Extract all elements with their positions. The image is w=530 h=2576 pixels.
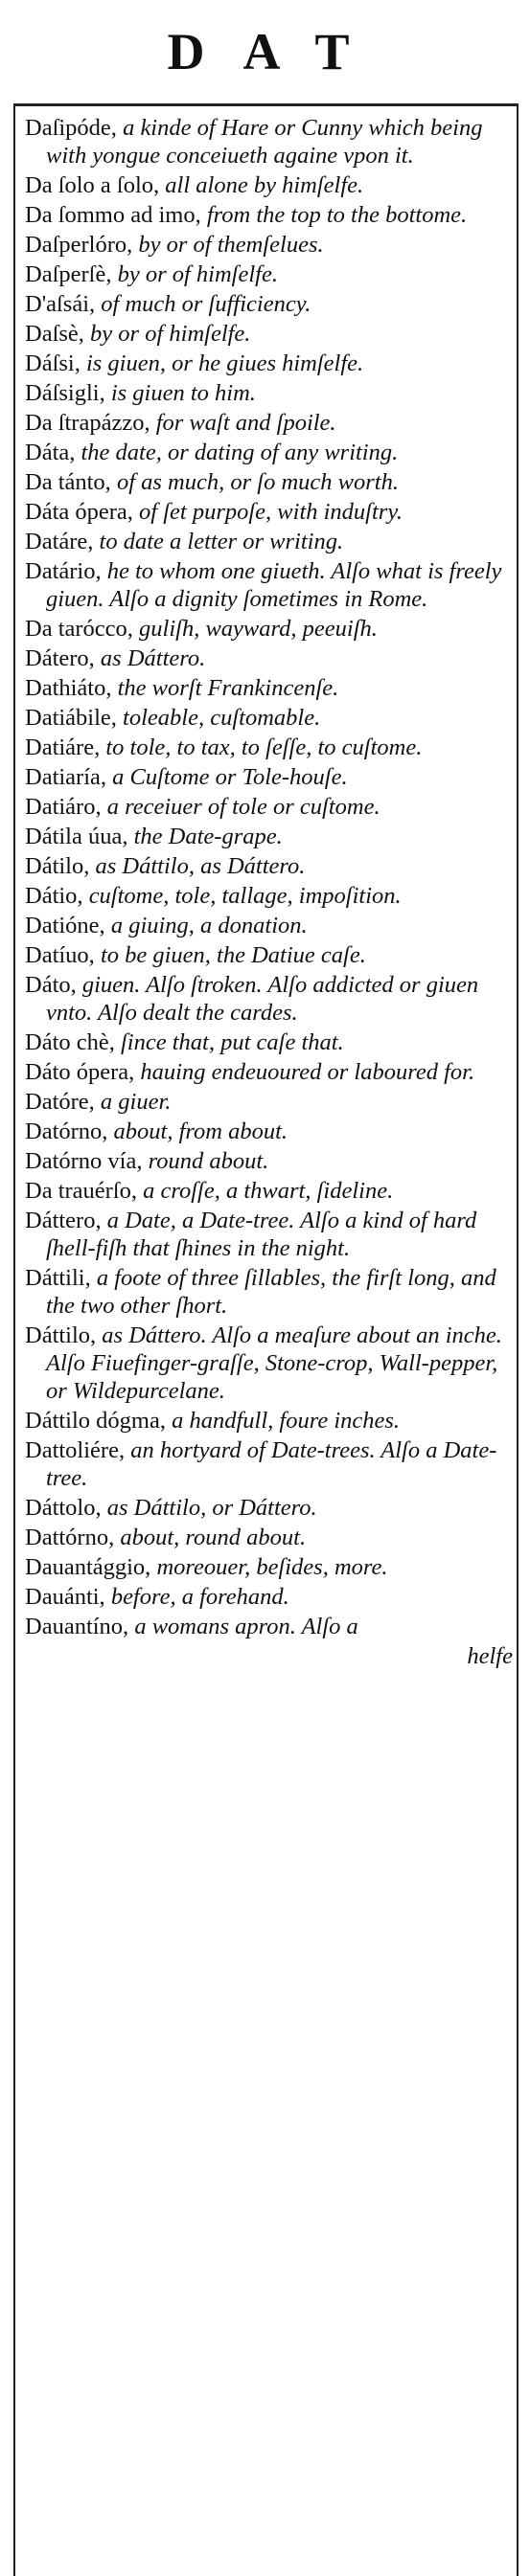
dictionary-entry	[25, 1177, 511, 1205]
dictionary-entry	[25, 1553, 511, 1581]
entry-headword: Dattoliére,	[25, 1437, 126, 1463]
dictionary-entry	[25, 201, 511, 229]
dictionary-entry	[25, 498, 511, 526]
entry-headword: Dáttilo dógma,	[25, 1408, 166, 1434]
dictionary-entry	[25, 231, 511, 259]
entry-definition: as Dáttero.	[100, 645, 206, 671]
entry-definition: by or of themſelues.	[138, 232, 324, 258]
dictionary-entry	[25, 260, 511, 288]
entry-headword: Dauantággio,	[25, 1554, 151, 1580]
dictionary-entry	[25, 528, 511, 555]
entry-headword: Da ſtrapázzo,	[25, 410, 150, 436]
entry-definition: is giuen, or he giues himſelfe.	[85, 350, 364, 376]
dictionary-entry	[25, 468, 511, 496]
dictionary-entry	[25, 615, 511, 643]
entry-headword: Dathiáto,	[25, 675, 112, 701]
entry-headword: Daſperlóro,	[25, 232, 133, 258]
dictionary-entry	[25, 704, 511, 732]
entry-headword: Datóre,	[25, 1089, 95, 1115]
dictionary-entry	[25, 793, 511, 821]
dictionary-entry	[25, 114, 511, 169]
dictionary-entry	[25, 763, 511, 791]
entry-headword: Datórno vía,	[25, 1148, 143, 1174]
entry-definition: ſince that, put caſe that.	[121, 1029, 344, 1055]
entry-headword: D'aſsái,	[25, 291, 96, 317]
entry-headword: Dáttilo,	[25, 1322, 97, 1348]
entry-headword: Datiáre,	[25, 734, 101, 760]
dictionary-entry	[25, 644, 511, 672]
dictionary-entry	[25, 290, 511, 318]
entry-headword: Datiáro,	[25, 794, 102, 820]
entry-definition: an hortyard of Date-trees. Alſo a Date-tree.	[46, 1437, 497, 1491]
entry-headword: Dáto ópera,	[25, 1059, 135, 1085]
entry-definition: about, round about.	[120, 1525, 307, 1550]
entry-definition: a receiuer of tole or cuſtome.	[106, 794, 380, 820]
entry-definition: about, from about.	[113, 1119, 288, 1144]
entry-headword: Daſipóde,	[25, 115, 117, 141]
dictionary-entry	[25, 1028, 511, 1056]
entry-headword: Dátero,	[25, 645, 95, 671]
dictionary-entry	[25, 439, 511, 466]
entry-headword: Datióne,	[25, 913, 105, 938]
entry-definition: as Dáttilo, as Dáttero.	[95, 853, 306, 879]
entry-headword: Datiaría,	[25, 764, 107, 790]
entry-headword: Datáre,	[25, 529, 94, 554]
entry-headword: Dáto chè,	[25, 1029, 115, 1055]
entry-definition: a foote of three ſillables, the firſt long, and the two other ſhort.	[46, 1265, 496, 1319]
entry-headword: Da tánto,	[25, 469, 111, 495]
entry-headword: Datíuo,	[25, 942, 95, 968]
entry-definition: cuſtome, tole, tallage, impoſition.	[88, 883, 402, 909]
dictionary-entry	[25, 1088, 511, 1116]
dictionary-entry	[25, 912, 511, 939]
entry-definition: to date a letter or writing.	[99, 529, 344, 554]
entry-definition: a kinde of Hare or Cunny which being with yongue conceiueth againe vpon it.	[46, 115, 483, 169]
entry-definition: the worſt Frankincenſe.	[117, 675, 339, 701]
entry-headword: Dátio,	[25, 883, 83, 909]
entry-definition: for waſt and ſpoile.	[155, 410, 336, 436]
dictionary-entry	[25, 557, 511, 613]
dictionary-entry	[25, 823, 511, 850]
page-header: DAT	[167, 23, 388, 80]
entry-definition: as Dáttilo, or Dáttero.	[106, 1495, 317, 1521]
entry-definition: round about.	[148, 1148, 269, 1174]
dictionary-entry	[25, 1322, 511, 1405]
dictionary-entry	[25, 852, 511, 880]
dictionary-entry	[25, 1436, 511, 1492]
entry-headword: Datário,	[25, 558, 102, 584]
entry-headword: Dáta ópera,	[25, 499, 133, 525]
entry-definition: toleable, cuſtomable.	[123, 705, 321, 731]
entry-headword: Dattórno,	[25, 1525, 115, 1550]
entry-definition: moreouer, beſides, more.	[156, 1554, 388, 1580]
dictionary-entry	[25, 1494, 511, 1522]
entry-headword: Dátila úua,	[25, 824, 128, 849]
entry-definition: from the top to the bottome.	[206, 202, 468, 228]
dictionary-entry	[25, 350, 511, 377]
entry-headword: Da tarócco,	[25, 616, 133, 642]
entry-headword: Dáto,	[25, 972, 77, 998]
dictionary-entry	[25, 320, 511, 348]
entry-definition: all alone by himſelfe.	[165, 172, 364, 198]
entry-headword: Daſsè,	[25, 321, 84, 347]
entry-headword: Da trauérſo,	[25, 1178, 137, 1204]
entry-definition: before, a forehand.	[110, 1584, 289, 1610]
entry-definition: the date, or dating of any writing.	[81, 440, 399, 465]
entry-definition: a Cuſtome or Tole-houſe.	[112, 764, 348, 790]
entry-definition: the Date-grape.	[133, 824, 283, 849]
entry-definition: of much or ſufficiency.	[101, 291, 311, 317]
dictionary-entry	[25, 1264, 511, 1320]
entry-headword: Da ſommo ad imo,	[25, 202, 201, 228]
dictionary-entry	[25, 1613, 511, 1640]
entry-definition: he to whom one giueth. Alſo what is freely giuen. Alſo a dignity ſometimes in Rome.	[46, 558, 502, 612]
entry-definition: is giuen to him.	[110, 380, 256, 406]
entry-definition: guliſh, wayward, peeuiſh.	[139, 616, 378, 642]
entry-headword: Dauánti,	[25, 1584, 105, 1610]
entry-headword: Dáſsigli,	[25, 380, 105, 406]
entry-headword: Dáſsi,	[25, 350, 81, 376]
entry-definition: to tole, to tax, to ſeſſe, to cuſtome.	[105, 734, 423, 760]
dictionary-entry	[25, 171, 511, 199]
dictionary-entry	[25, 1118, 511, 1145]
dictionary-column	[13, 103, 518, 2576]
entry-definition: a womans apron. Alſo a	[134, 1614, 358, 1639]
dictionary-entry	[25, 1058, 511, 1086]
entry-definition: a handfull, foure inches.	[172, 1408, 401, 1434]
entry-definition: giuen. Alſo ſtroken. Alſo addicted or giuen vnto. Alſo dealt the cardes.	[46, 972, 479, 1026]
catchword: helfe	[467, 1643, 513, 1669]
dictionary-entry	[25, 409, 511, 437]
dictionary-entry	[25, 971, 511, 1027]
entry-definition: hauing endeuoured or laboured for.	[140, 1059, 475, 1085]
entry-headword: Datórno,	[25, 1119, 108, 1144]
entry-headword: Dáttero,	[25, 1208, 102, 1233]
dictionary-entry	[25, 941, 511, 969]
entry-definition: as Dáttero. Alſo a meaſure about an inche. Alſo Fiuefinger-graſſe, Stone-crop, Wall-pepper, or Wildepurcelane.	[46, 1322, 502, 1404]
entry-definition: by or of himſelfe.	[117, 261, 278, 287]
dictionary-entry	[25, 1407, 511, 1435]
dictionary-entry	[25, 882, 511, 910]
entry-headword: Dauantíno,	[25, 1614, 129, 1639]
entry-list	[15, 106, 517, 1640]
dictionary-entry	[25, 379, 511, 407]
entry-definition: a Date, a Date-tree. Alſo a kind of hard ſhell-fiſh that ſhines in the night.	[46, 1208, 477, 1261]
entry-headword: Daſperſè,	[25, 261, 112, 287]
entry-definition: to be giuen, the Datiue caſe.	[100, 942, 366, 968]
entry-definition: a giuer.	[100, 1089, 172, 1115]
dictionary-entry	[25, 674, 511, 702]
entry-definition: a giuing, a donation.	[110, 913, 308, 938]
entry-headword: Datiábile,	[25, 705, 117, 731]
dictionary-entry	[25, 1207, 511, 1262]
dictionary-entry	[25, 1147, 511, 1175]
dictionary-entry	[25, 1524, 511, 1551]
entry-headword: Dáttili,	[25, 1265, 91, 1291]
entry-definition: of ſet purpoſe, with induſtry.	[139, 499, 403, 525]
dictionary-entry	[25, 1583, 511, 1611]
entry-headword: Da ſolo a ſolo,	[25, 172, 160, 198]
entry-definition: a croſſe, a thwart, ſideline.	[143, 1178, 394, 1204]
entry-headword: Dáta,	[25, 440, 76, 465]
entry-headword: Dáttolo,	[25, 1495, 102, 1521]
dictionary-entry	[25, 734, 511, 761]
entry-definition: of as much, or ſo much worth.	[116, 469, 399, 495]
entry-definition: by or of himſelfe.	[90, 321, 251, 347]
entry-headword: Dátilo,	[25, 853, 90, 879]
